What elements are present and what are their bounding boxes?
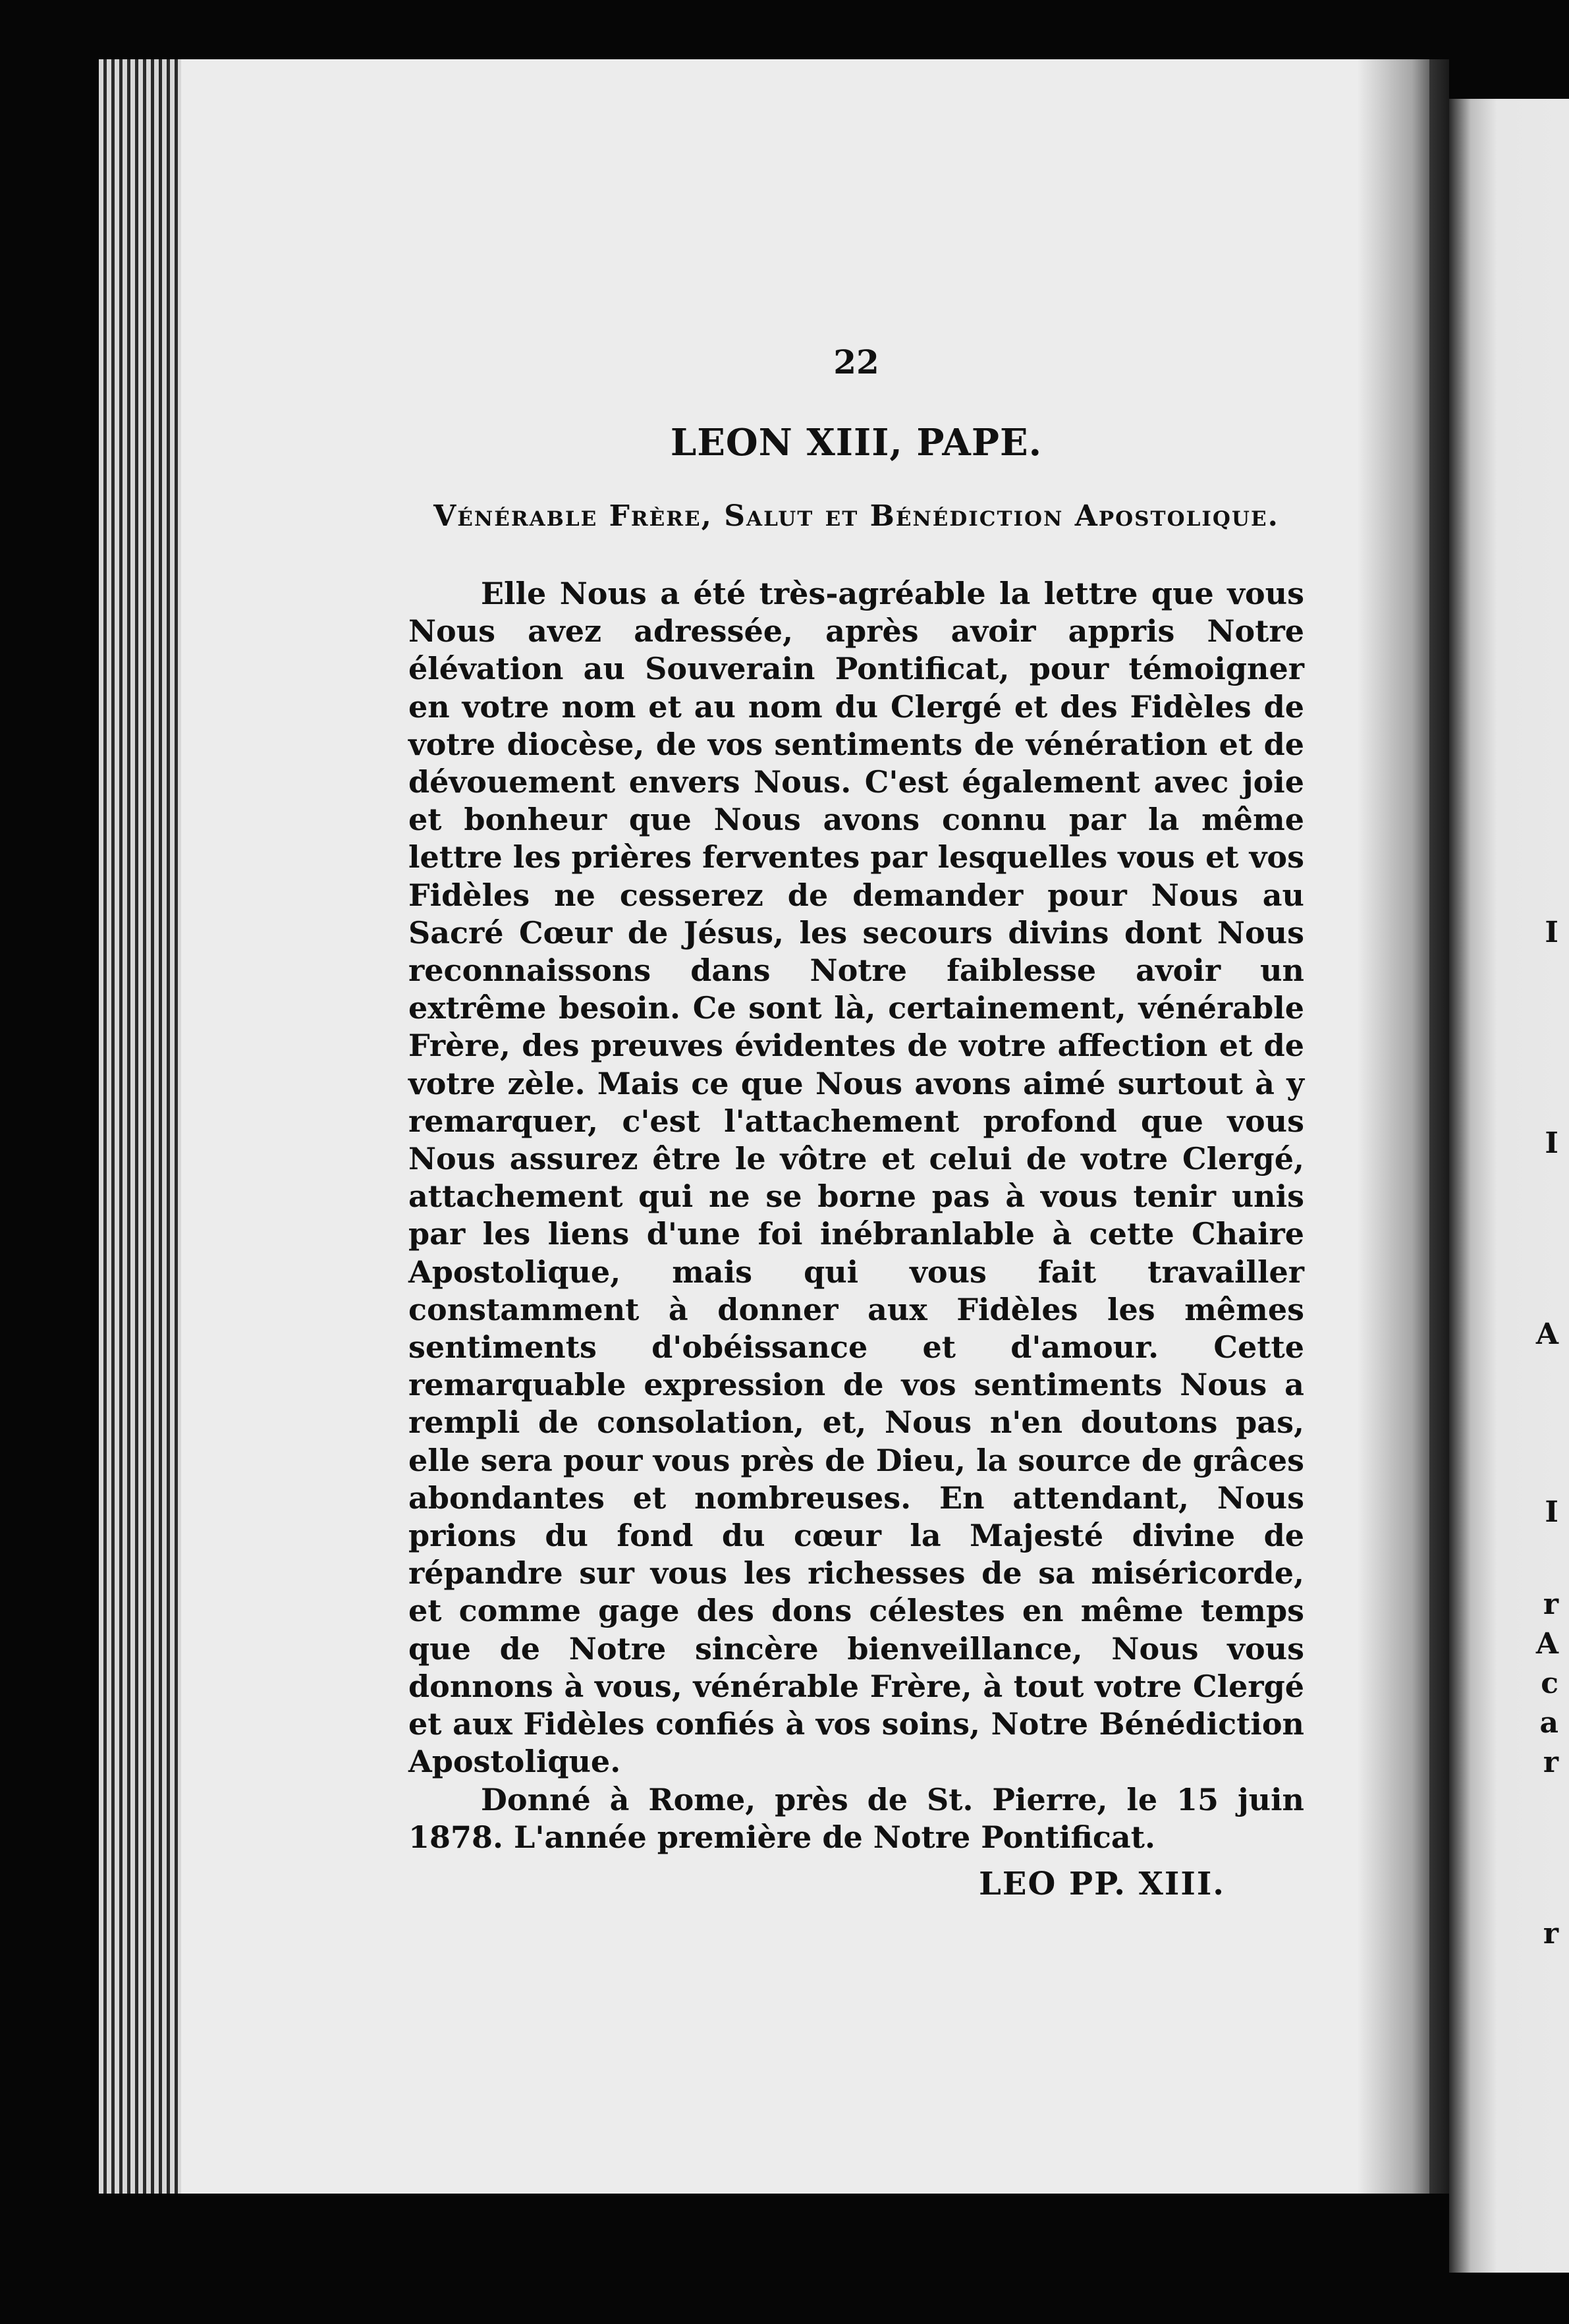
facing-page-fragment: r	[1543, 1588, 1558, 1621]
signature: LEO PP. XIII.	[979, 1865, 1225, 1902]
page-text	[408, 343, 1304, 1902]
page-number: 22	[833, 343, 879, 381]
stacked-page-edges	[99, 59, 184, 2194]
facing-page-fragment: I	[1545, 1495, 1558, 1529]
salutation: Vénérable Frère, Salut et Bénédiction Apostolique.	[433, 499, 1279, 533]
facing-page-fragment: r	[1543, 1746, 1558, 1779]
facing-page-fragment: c	[1541, 1667, 1558, 1700]
letter-heading: LEON XIII, PAPE.	[670, 421, 1043, 464]
facing-page-fragment: a	[1539, 1706, 1558, 1740]
dateline: Donné à Rome, près de St. Pierre, le 15 juin 1878. L'année première de Notre Pontificat.	[408, 1781, 1304, 1855]
facing-page-fragment: A	[1535, 1627, 1558, 1661]
facing-page-fragment: I	[1545, 1126, 1558, 1160]
gutter-shadow	[1357, 59, 1449, 2194]
facing-page-fragment: r	[1543, 1917, 1558, 1950]
letter-body: Elle Nous a été très-agréable la lettre que vous Nous avez adressée, après avoir appris Notre élévation au Souverain Pontificat, pour témoigner en votre nom et au nom du Clergé et des Fidèles de votre diocèse, de vos sentiments de vénération et de dévouement envers Nous. C'est également avec joie et bonheur que Nous avons connu par la même lettre les prières ferventes par lesquelles vous et vos Fidèles ne cesserez de demander pour Nous au Sacré Cœur de Jésus, les secours divins dont Nous reconnaissons dans Notre faiblesse avoir un extrême besoin. Ce sont là, certainement, vénérable Frère, des preuves évidentes de votre affection et de votre zèle. Mais ce que Nous avons aimé surtout à y remarquer, c'est l'attachement profond que vous Nous assurez être le vôtre et celui de votre Clergé, attachement qui ne se borne pas à vous tenir unis par les liens d'une foi inébranlable à cette Chaire Apostolique, mais qui vous fait travailler constamment à donner aux Fidèles les mêmes sentiments d'obéissance et d'amour. Cette remarquable expression de vos sentiments Nous a rempli de consolation, et, Nous n'en doutons pas, elle sera pour vous près de Dieu, la source de grâces abondantes et nombreuses. En attendant, Nous prions du fond du cœur la Majesté divine de répandre sur vous les richesses de sa miséricorde, et comme gage des dons célestes en même temps que de Notre sincère bienveillance, Nous vous donnons à vous, vénérable Frère, à tout votre Clergé et aux Fidèles confiés à vos soins, Notre Bénédiction Apostolique.	[408, 576, 1304, 1780]
facing-page	[1449, 99, 1569, 2273]
facing-page-fragment: I	[1545, 916, 1558, 949]
facing-page-fragment: A	[1535, 1317, 1558, 1351]
